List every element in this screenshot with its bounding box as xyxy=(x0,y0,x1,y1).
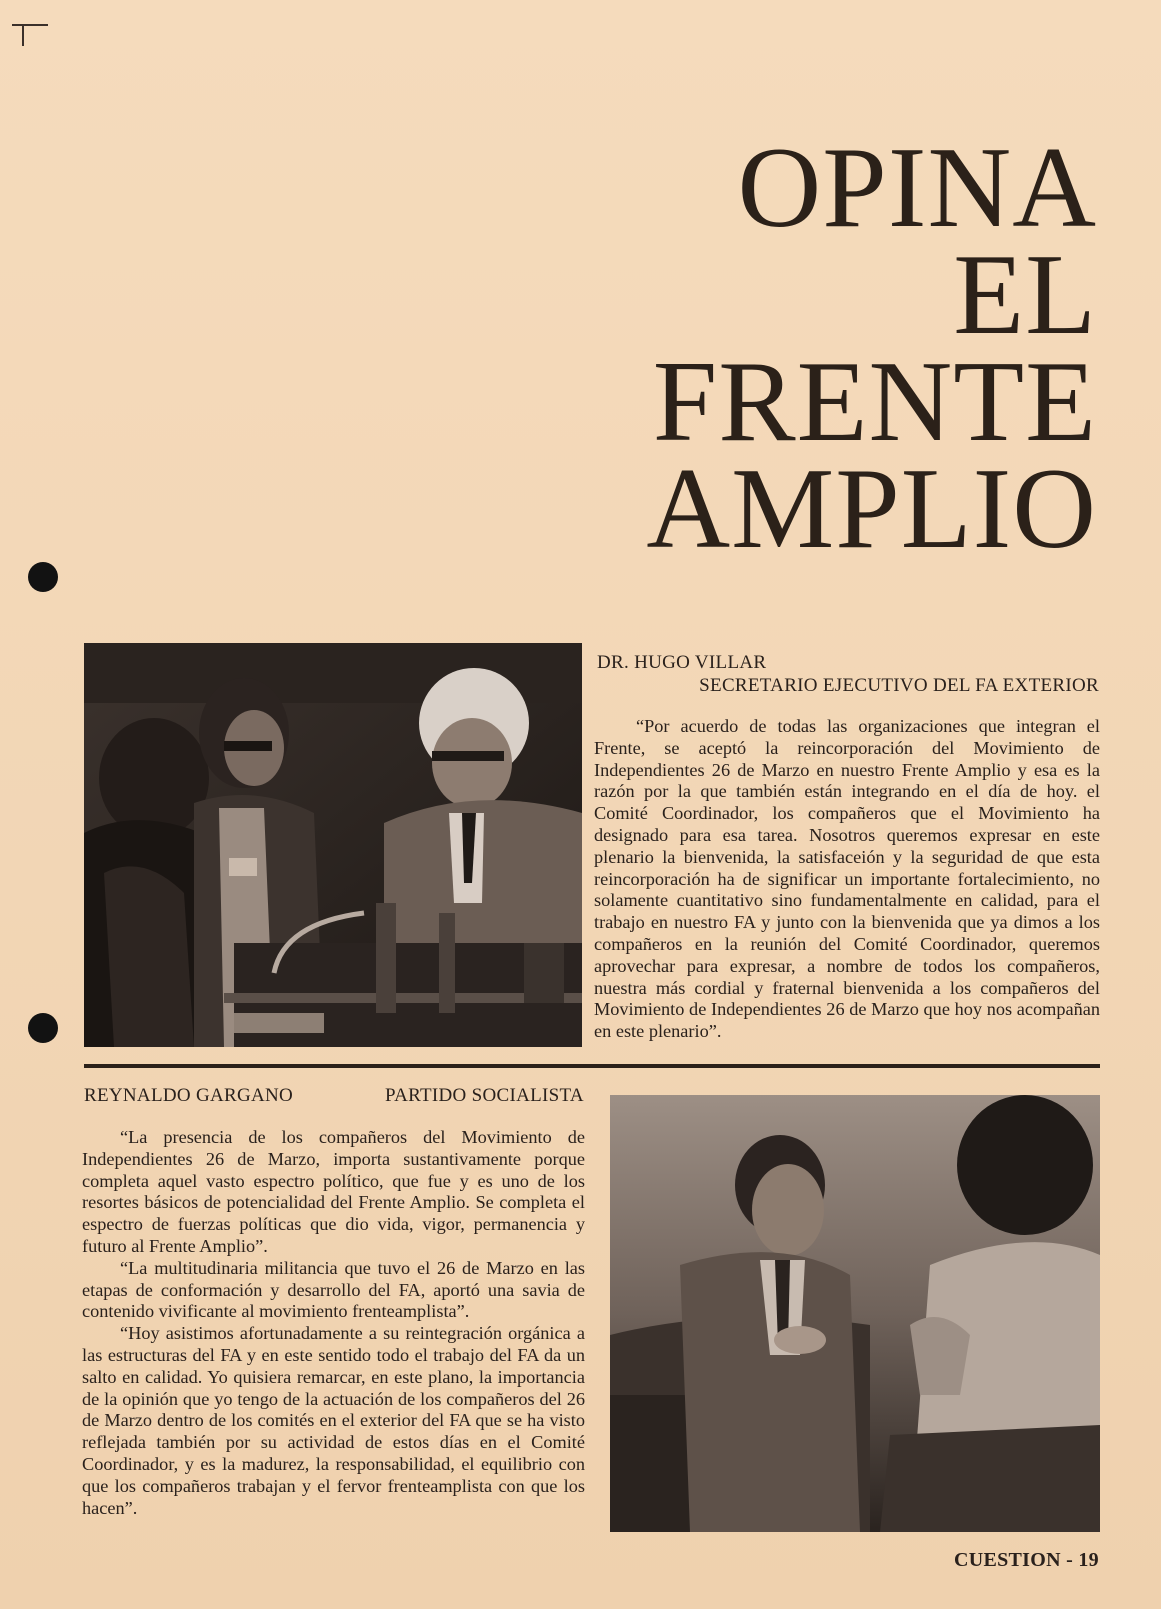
photo-two-men-talking-image xyxy=(610,1095,1100,1532)
speaker-1-role: SECRETARIO EJECUTIVO DEL FA EXTERIOR xyxy=(699,675,1099,696)
punch-hole-top xyxy=(28,562,58,592)
page-footer: CUESTION - 19 xyxy=(953,1549,1099,1571)
punch-hole-bottom xyxy=(28,1013,58,1043)
headline-line-1: OPINA xyxy=(737,124,1097,252)
speaker-2-paragraph-2: “La multitudinaria militancia que tuvo el 26 de Marzo en las etapas de conformación y desarrollo del FA, aportó una savia de contenido vivificante al movimiento frenteamplista”. xyxy=(82,1257,585,1322)
speaker-1-quote: “Por acuerdo de todas las organizaciones que integran el Frente, se aceptó la reincorporación del Movimiento de Independientes 26 de Marzo en nuestro Frente Amplio y esa es la razón por la que también están integrando en el día de hoy. el Comité Coordinador, los compañeros que el Movimiento ha designado para esa tarea. Nosotros queremos expresar en este plenario la bienvenida, la satisfaceión y la seguridad de que esta reincorporación ha de significar un importante fortalecimiento, no solamente cuantitativo sino fundamentalmente en calidad, para el trabajo en nuestro FA y junto con la bienvenida que ya dimos a los compañeros en la reunión del Comité Coordinador, queremos aprovechar para expresar, a nombre de todos los compañeros, nuestra más cordial y fraternal bienvenida a los compañeros del Movimiento de Independientes 26 de Marzo que hoy nos acompañan en este plenario”. xyxy=(594,716,1100,1042)
photo-meeting-microphone xyxy=(84,643,582,1047)
speaker-2-paragraph-3: “Hoy asistimos afortunadamente a su reintegración orgánica a las estructuras del FA y en este sentido todo el trabajo del FA da un salto en calidad. Yo quisiera remarcar, en este plano, la importancia de la opinión que yo tengo de la actuación de los compañeros del 26 de Marzo dentro de los comités en el exterior del FA que se ha visto reflejada también por su actividad de estos días en el Comité Coordinador, y es la madurez, la responsabilidad, el equilibrio con que los compañeros trabajan y el fervor frenteamplista con que los hacen”. xyxy=(82,1323,585,1518)
speaker-1-name: DR. HUGO VILLAR xyxy=(597,652,767,673)
section-divider xyxy=(84,1064,1100,1068)
speaker-2-paragraph-1: “La presencia de los compañeros del Movimiento de Independientes 26 de Marzo, importa sustantivamente porque completa aquel vasto espectro político, que fue y es uno de los resortes básicos de potencialidad del Frente Amplio. Se completa el espectro de fuerzas políticas que dio vida, vigor, permanencia y futuro al Frente Amplio”. xyxy=(82,1127,585,1256)
corner-crop-mark xyxy=(12,24,48,44)
photo-two-men-talking xyxy=(610,1095,1100,1532)
headline-line-3: FRENTE xyxy=(652,338,1097,466)
speaker-2-name: REYNALDO GARGANO xyxy=(84,1085,294,1106)
speaker-2-quote xyxy=(82,1127,585,1519)
speaker-2-role: PARTIDO SOCIALISTA xyxy=(385,1085,584,1106)
photo-meeting-microphone-image xyxy=(84,643,582,1047)
headline-line-4: AMPLIO xyxy=(646,445,1097,573)
headline-line-2: EL xyxy=(953,231,1097,359)
headline xyxy=(646,124,1097,573)
